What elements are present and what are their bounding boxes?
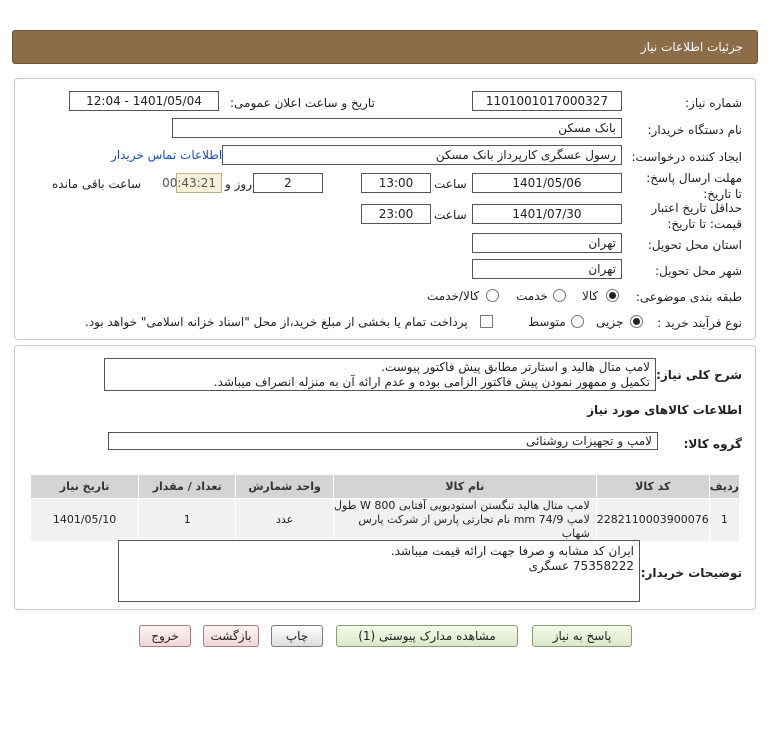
category-service-label: خدمت [516, 289, 548, 303]
buyer-contact-link[interactable]: اطلاعات تماس خریدار [111, 148, 223, 162]
validity-hour-label: ساعت [434, 208, 467, 222]
delivery-city-field: تهران [472, 259, 622, 279]
announce-datetime-field: 1401/05/04 - 12:04 [69, 91, 219, 111]
process-minor-label: جزیی [596, 315, 624, 329]
goods-table [30, 474, 740, 542]
purchase-process-label: نوع فرآیند خرید : [657, 316, 742, 330]
row-number: 1 [709, 499, 739, 542]
requester-field: رسول عسگری کارپرداز بانک مسکن [222, 145, 622, 165]
category-radio-service[interactable] [553, 289, 566, 302]
back-button[interactable]: بازگشت [203, 625, 259, 647]
process-medium-label: متوسط [528, 315, 566, 329]
buyer-notes-box [118, 540, 640, 602]
general-desc-label: شرح کلی نیاز: [656, 368, 742, 382]
validity-time-field: 23:00 [361, 204, 431, 224]
delivery-province-label: استان محل تحویل: [647, 238, 742, 252]
remaining-label: ساعت باقی مانده [52, 177, 142, 191]
row-code: 2282110003900076 [596, 499, 709, 542]
days-field: 2 [253, 173, 323, 193]
row-name [333, 499, 596, 542]
need-number-label: شماره نیاز: [685, 96, 742, 110]
page-header [12, 30, 758, 64]
page-title: جزئیات اطلاعات نیاز [640, 40, 743, 54]
price-validity-label: حداقل تاریخ اعتبار قیمت: تا تاریخ: [651, 201, 742, 231]
goods-info-heading: اطلاعات کالاهای مورد نیاز [587, 403, 742, 417]
goods-group-label: گروه کالا: [683, 437, 742, 451]
buyer-org-field: بانک مسکن [172, 118, 622, 138]
category-radio-goods-service[interactable] [486, 289, 499, 302]
category-radio-goods[interactable] [606, 289, 619, 302]
general-desc-box [104, 358, 656, 391]
days-label: روز و [225, 177, 252, 191]
buyer-notes-line-2: 75358222 عسگری [528, 559, 634, 573]
general-desc-line-2: تکمیل و ممهور نمودن پیش فاکتور الزامی بوده و عدم ارائه آن به منزله انصراف میباشد. [213, 375, 650, 389]
treasury-payment-checkbox[interactable] [480, 315, 493, 328]
col-row: ردیف [709, 475, 739, 499]
buyer-org-label: نام دستگاه خریدار: [647, 123, 742, 137]
col-unit: واحد شمارش [236, 475, 334, 499]
exit-button[interactable]: خروج [139, 625, 191, 647]
reply-date-field: 1401/05/06 [472, 173, 622, 193]
announce-datetime-label: تاریخ و ساعت اعلان عمومی: [230, 96, 375, 110]
col-code: کد کالا [596, 475, 709, 499]
buyer-notes-label: توضیحات خریدار: [640, 566, 742, 580]
delivery-city-label: شهر محل تحویل: [655, 264, 742, 278]
reply-deadline-label: مهلت ارسال پاسخ: تا تاریخ: [646, 171, 742, 201]
category-goods-label: کالا [582, 289, 599, 303]
reply-button[interactable]: پاسخ به نیاز [532, 625, 632, 647]
row-unit: عدد [236, 499, 334, 542]
buyer-notes-line-1: ایران کد مشابه و صرفا جهت ارائه قیمت میباشد. [390, 544, 634, 558]
goods-table-header [31, 475, 740, 499]
col-date: تاریخ نیاز [31, 475, 139, 499]
requester-label: ایجاد کننده درخواست: [631, 150, 742, 164]
subject-category-label: طبقه بندی موضوعی: [635, 290, 742, 304]
attachments-button[interactable]: مشاهده مدارک پیوستی (1) [336, 625, 518, 647]
row-name-line-2: لامپ mm 74/9 نام تجارتی پارس از شرکت پارس شهاب [358, 513, 590, 540]
row-name-line-1: لامپ متال هالید تنگستن استودیویی آفتابی W 800 طول [334, 499, 590, 512]
reply-hour-label: ساعت [434, 177, 467, 191]
reply-time-field: 13:00 [361, 173, 431, 193]
row-date: 1401/05/10 [31, 499, 139, 542]
delivery-province-field: تهران [472, 233, 622, 253]
goods-group-field: لامپ و تجهیزات روشنائی [108, 432, 658, 450]
row-qty: 1 [139, 499, 236, 542]
col-name: نام کالا [333, 475, 596, 499]
category-goods-service-label: کالا/خدمت [427, 289, 480, 303]
col-qty: تعداد / مقدار [139, 475, 236, 499]
process-radio-minor[interactable] [630, 315, 643, 328]
remaining-timer: 00:43:21 [176, 173, 222, 193]
print-button[interactable]: چاپ [271, 625, 323, 647]
table-row [31, 499, 740, 542]
process-radio-medium[interactable] [571, 315, 584, 328]
general-desc-line-1: لامپ متال هالید و استارتر مطابق پیش فاکتور پیوست. [381, 360, 650, 374]
treasury-payment-note: پرداخت تمام یا بخشی از مبلغ خرید،از محل "اسناد خزانه اسلامی" خواهد بود. [85, 315, 468, 329]
need-number-field: 1101001017000327 [472, 91, 622, 111]
validity-date-field: 1401/07/30 [472, 204, 622, 224]
